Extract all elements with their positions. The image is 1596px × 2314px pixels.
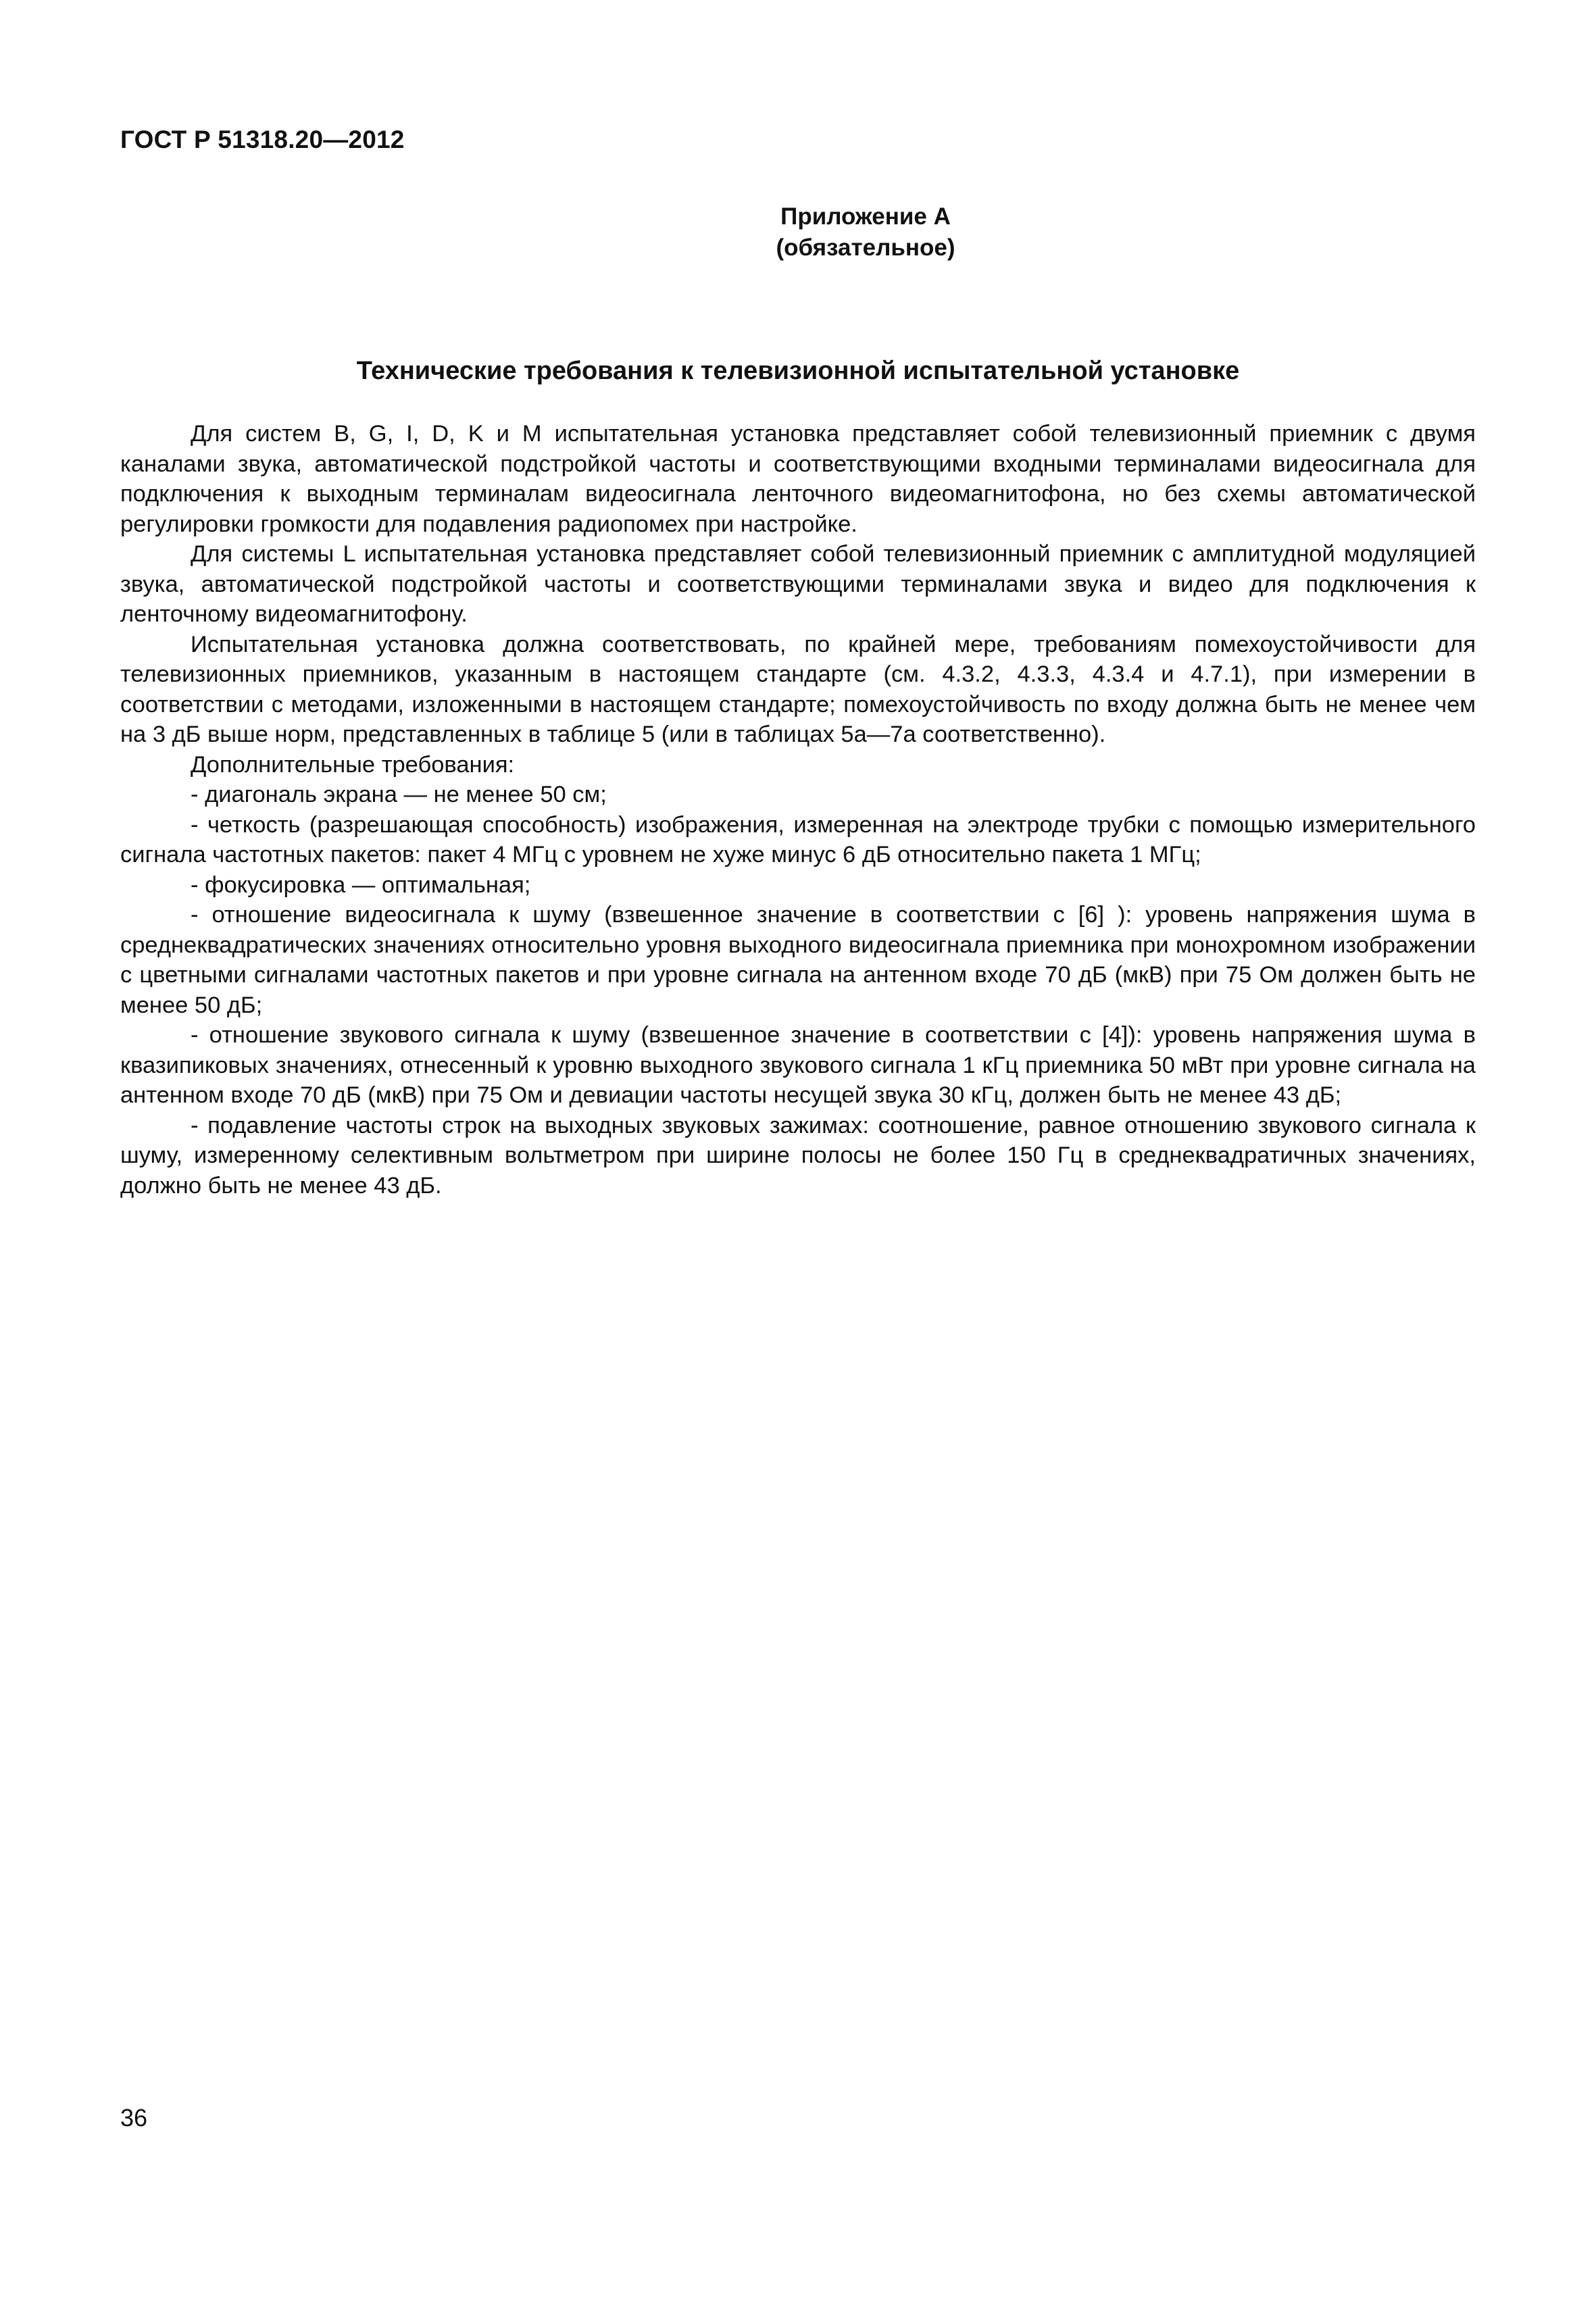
list-item: - четкость (разрешающая способность) изображения, измеренная на электроде трубки с помощью измерительного сигнала частотных пакетов: пакет 4 МГц с уровнем не хуже минус 6 дБ относительно пакета 1 МГц; (120, 811, 1476, 867)
annex-title: Приложение А (780, 203, 951, 230)
list-item: - отношение звукового сигнала к шуму (взвешенное значение в соответствии с [4]): уровень напряжения шума в квазипиковых значениях, отнесенный к уровню выходного звукового сигнала 1 кГц приемника 50 мВт при уровне сигнала на антенном входе 70 дБ (мкВ) при 75 Ом и девиации частоты несущей звука 30 кГц, должен быть не менее 43 дБ; (120, 1022, 1476, 1108)
list-item: - отношение видеосигнала к шуму (взвешенное значение в соответствии с [6] ): уровень напряжения шума в среднеквадратических значениях относительно уровня выходного видеосигнала приемника при монохромном изображении с цветными сигналами частотных пакетов и при уровне сигнала на антенном входе 70 дБ (мкВ) при 75 Ом должен быть не менее 50 дБ; (120, 902, 1476, 1018)
paragraph: Испытательная установка должна соответствовать, по крайней мере, требованиям помехоустойчивости для телевизионных приемников, указанным в настоящем стандарте (см. 4.3.2, 4.3.3, 4.3.4 и 4.7.1), при измерении в соответствии с методами, изложенными в настоящем стандарте; помехоустойчивость по входу должна быть не менее чем на 3 дБ выше норм, представленных в таблице 5 (или в таблицах 5а—7а соответственно). (120, 631, 1476, 747)
paragraph: Для систем B, G, I, D, K и M испытательная установка представляет собой телевизионный приемник с двумя каналами звука, автоматической подстройкой частоты и соответствующими входными терминалами видеосигнала для подключения к выходным терминалам видеосигнала ленточного видеомагнитофона, но без схемы автоматической регулировки громкости для подавления радиопомех при настройке. (120, 421, 1476, 537)
paragraph: Дополнительные требования: (191, 751, 515, 778)
list-item: - подавление частоты строк на выходных звуковых зажимах: соотношение, равное отношению звукового сигнала к шуму, измеренному селективным вольтметром при ширине полосы не более 150 Гц в среднеквадратичных значениях, должно быть не менее 43 дБ. (120, 1112, 1476, 1199)
page-number: 36 (120, 2104, 148, 2132)
section-title: Технические требования к телевизионной испытательной установке (356, 357, 1240, 385)
document-code: ГОСТ Р 51318.20—2012 (120, 126, 405, 153)
annex-status: (обязательное) (776, 234, 955, 261)
body-text (120, 419, 1476, 1201)
annex-heading (0, 201, 1596, 263)
list-item: - диагональ экрана — не менее 50 см; (191, 782, 607, 807)
list-item: - фокусировка — оптимальная; (191, 872, 531, 898)
paragraph: Для системы L испытательная установка представляет собой телевизионный приемник с амплитудной модуляцией звука, автоматической подстройкой частоты и соответствующими терминалами звука и видео для подключения к ленточному видеомагнитофону. (120, 541, 1476, 627)
